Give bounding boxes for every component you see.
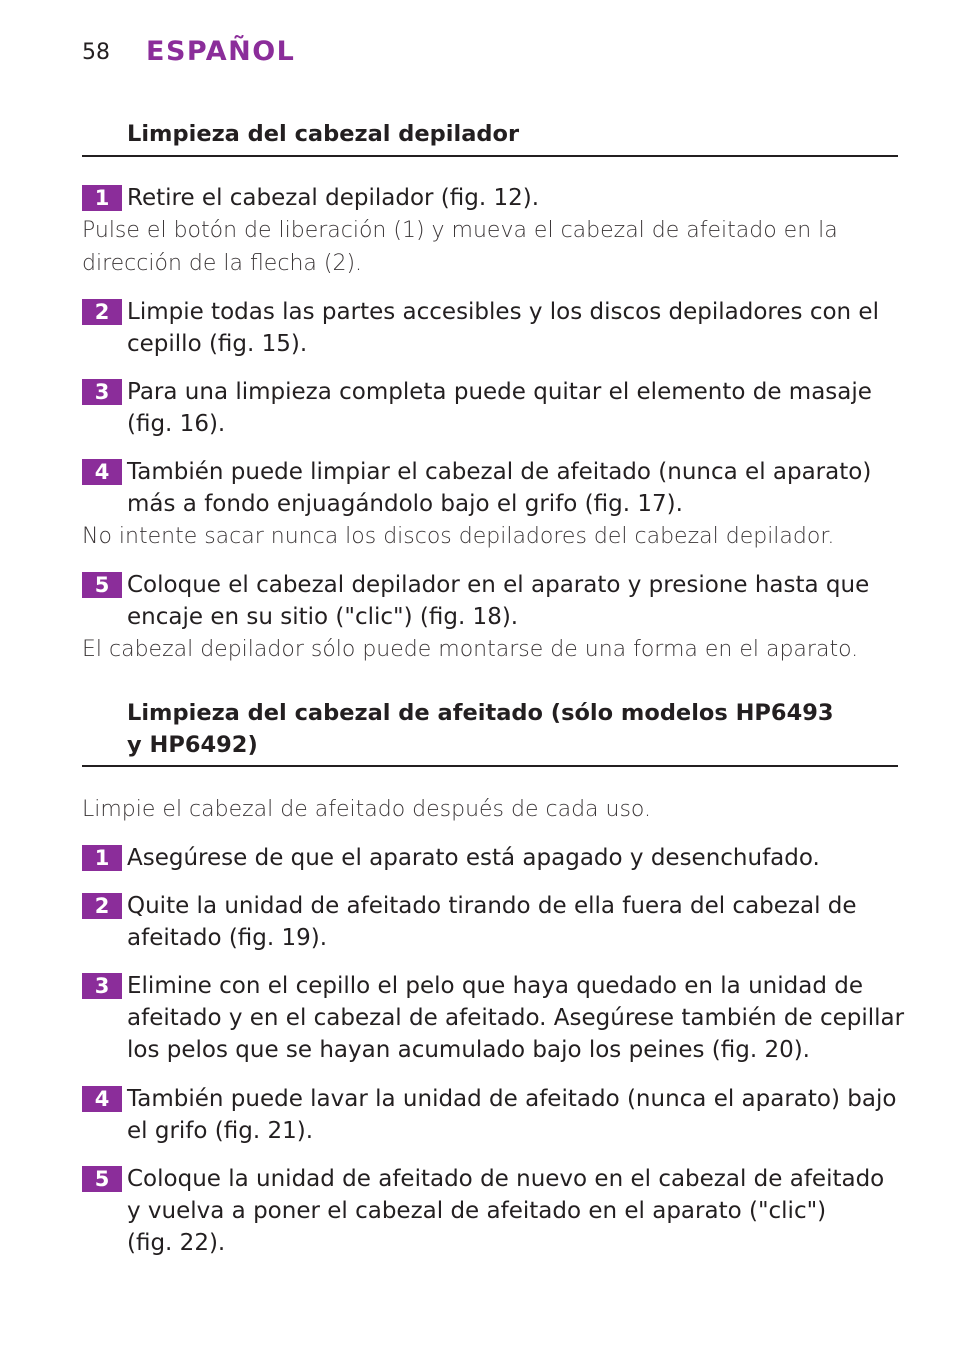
step-item xyxy=(82,296,898,360)
step-text: También puede limpiar el cabezal de afeitado (nunca el aparato) más a fondo enjuagándolo bajo el grifo (fig. 17). xyxy=(127,459,872,517)
section-divider xyxy=(82,765,898,767)
step-text: Para una limpieza completa puede quitar el elemento de masaje (fig. 16). xyxy=(127,379,872,437)
section-divider xyxy=(82,155,898,157)
section-title-text: Limpieza del cabezal de afeitado (sólo modelos HP6493 xyxy=(127,700,834,726)
step-item xyxy=(82,456,898,520)
step-number-badge: 1 xyxy=(82,845,122,871)
note-text: No intente sacar nunca los discos depiladores del cabezal depilador. xyxy=(82,524,835,549)
step-text: Elimine con el cepillo el pelo que haya quedado en la unidad de afeitado y en el cabezal de afeitado. Asegúrese también de cepillar los pelos que se hayan acumulado bajo los peines (fig. 20). xyxy=(127,973,905,1063)
step-number-badge: 3 xyxy=(82,973,122,999)
step-number-badge: 1 xyxy=(82,185,122,211)
step-text: Retire el cabezal depilador (fig. 12). xyxy=(127,185,540,211)
page-number: 58 xyxy=(82,40,110,65)
step-item xyxy=(82,970,905,1066)
step-text: También puede lavar la unidad de afeitado (nunca el aparato) bajo el grifo (fig. 21). xyxy=(127,1086,897,1144)
note-text: El cabezal depilador sólo puede montarse de una forma en el aparato. xyxy=(82,637,859,662)
step-number-badge: 5 xyxy=(82,572,122,598)
step-item xyxy=(82,182,898,214)
step-number-badge: 2 xyxy=(82,299,122,325)
step-text: Asegúrese de que el aparato está apagado y desenchufado. xyxy=(127,845,820,871)
section-title-shaver-cleaning xyxy=(127,697,887,761)
step-item xyxy=(82,376,898,440)
step-text: Limpie todas las partes accesibles y los discos depiladores con el cepillo (fig. 15). xyxy=(127,299,879,357)
step-number-badge: 2 xyxy=(82,893,122,919)
intro-text: Limpie el cabezal de afeitado después de cada uso. xyxy=(82,797,651,822)
step-number-badge: 3 xyxy=(82,379,122,405)
step-item xyxy=(82,842,898,874)
step-number-badge: 4 xyxy=(82,459,122,485)
section-title-text: y HP6492) xyxy=(127,732,258,758)
step-item xyxy=(82,1163,898,1259)
section-title-depilator-cleaning xyxy=(127,118,887,150)
step-number-badge: 4 xyxy=(82,1086,122,1112)
step-text: Coloque el cabezal depilador en el aparato y presione hasta que encaje en su sitio ("clic") (fig. 18). xyxy=(127,572,870,630)
step-number-badge: 5 xyxy=(82,1166,122,1192)
language-label: ESPAÑOL xyxy=(146,36,296,67)
note-text: Pulse el botón de liberación (1) y mueva el cabezal de afeitado en la dirección de la flecha (2). xyxy=(82,218,838,276)
step-text: Coloque la unidad de afeitado de nuevo en el cabezal de afeitado y vuelva a poner el cabezal de afeitado en el aparato ("clic") (fig. 22). xyxy=(127,1166,885,1256)
section-title-text: Limpieza del cabezal depilador xyxy=(127,121,520,147)
step-item xyxy=(82,1083,898,1147)
step-item xyxy=(82,569,898,633)
step-item xyxy=(82,890,898,954)
step-text: Quite la unidad de afeitado tirando de ella fuera del cabezal de afeitado (fig. 19). xyxy=(127,893,857,951)
